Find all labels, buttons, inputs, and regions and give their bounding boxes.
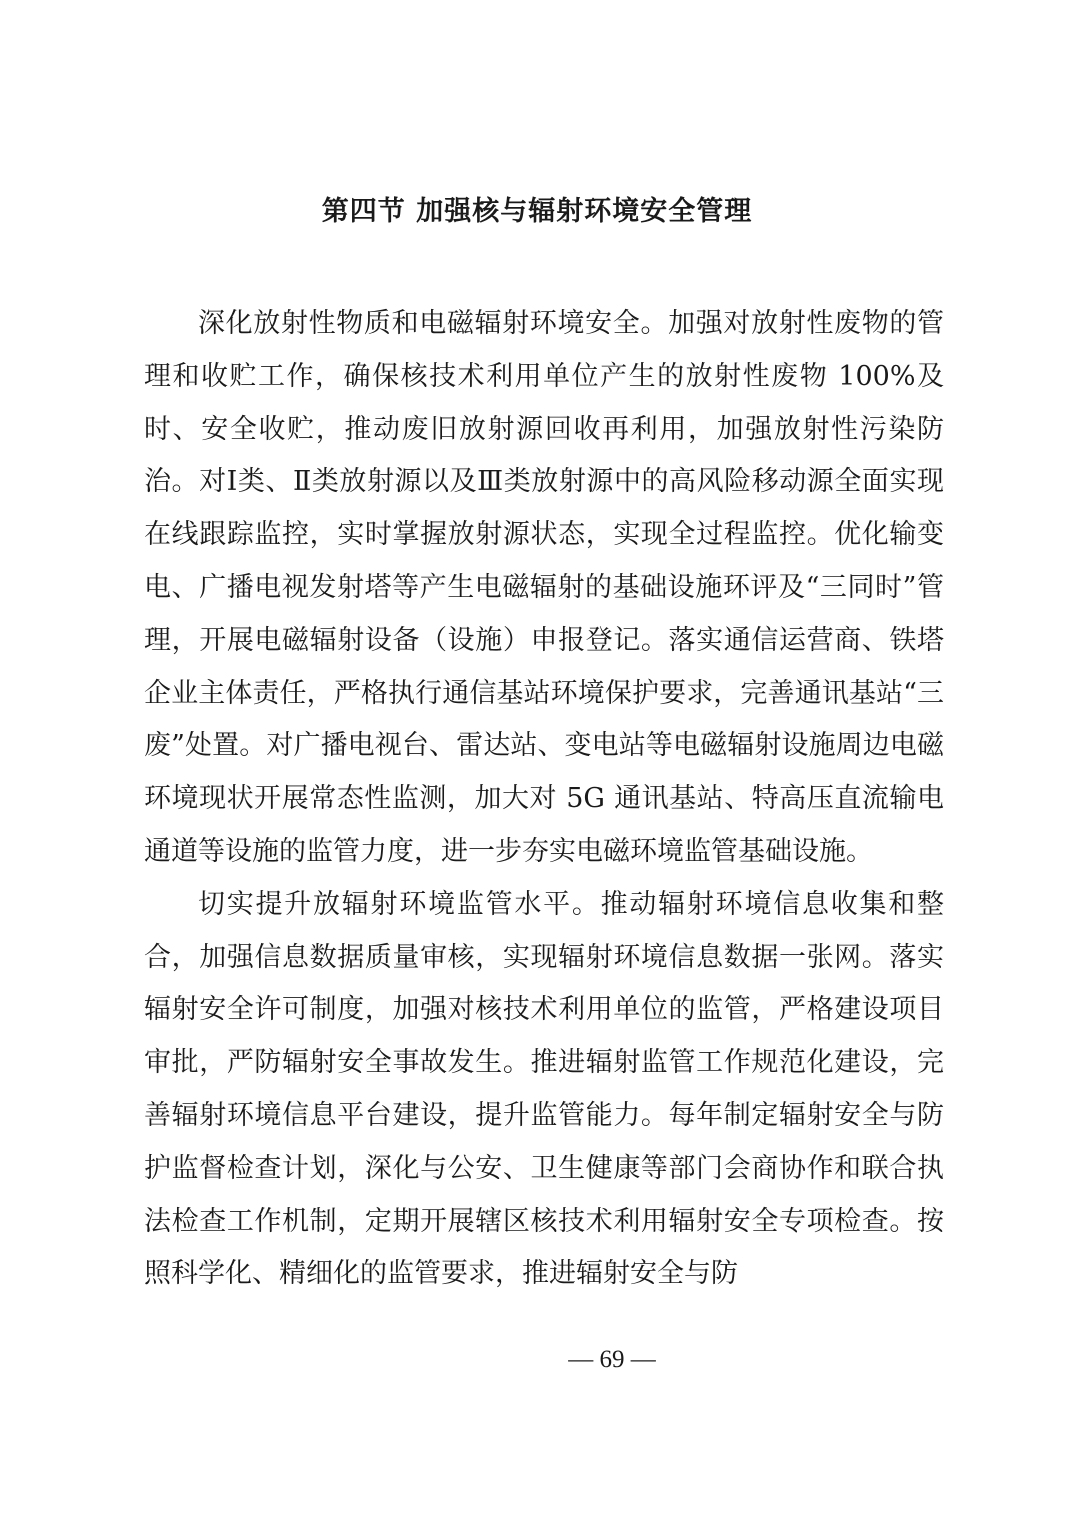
paragraph-2: 切实提升放辐射环境监管水平。推动辐射环境信息收集和整合，加强信息数据质量审核，实现辐射环境信息数据一张网。落实辐射安全许可制度，加强对核技术利用单位的监管，严格建设项目审批，严防辐射安全事故发生。推进辐射监管工作规范化建设，完善辐射环境信息平台建设，提升监管能力。每年制定辐射安全与防护监督检查计划，深化与公安、卫生健康等部门会商协作和联合执法检查工作机制，定期开展辖区核技术利用辐射安全专项检查。按照科学化、精细化的监管要求，推进辐射安全与防: [144, 888, 944, 1290]
paragraph-1: 深化放射性物质和电磁辐射环境安全。加强对放射性废物的管理和收贮工作，确保核技术利用单位产生的放射性废物 100%及时、安全收贮，推动废旧放射源回收再利用，加强放射性污染防治。对Ⅰ类、Ⅱ类放射源以及Ⅲ类放射源中的高风险移动源全面实现在线跟踪监控，实时掌握放射源状态，实现全过程监控。优化输变电、广播电视发射塔等产生电磁辐射的基础设施环评及“三同时”管理，开展电磁辐射设备（设施）申报登记。落实通信运营商、铁塔企业主体责任，严格执行通信基站环境保护要求，完善通讯基站“三废”处置。对广播电视台、雷达站、变电站等电磁辐射设施周边电磁环境现状开展常态性监测，加大对 5G 通讯基站、特高压直流输电通道等设施的监管力度，进一步夯实电磁环境监管基础设施。: [144, 308, 944, 867]
page-number: — 69 —: [568, 1346, 656, 1373]
body-text: [144, 298, 944, 1301]
section-title: 第四节 加强核与辐射环境安全管理: [321, 196, 753, 227]
